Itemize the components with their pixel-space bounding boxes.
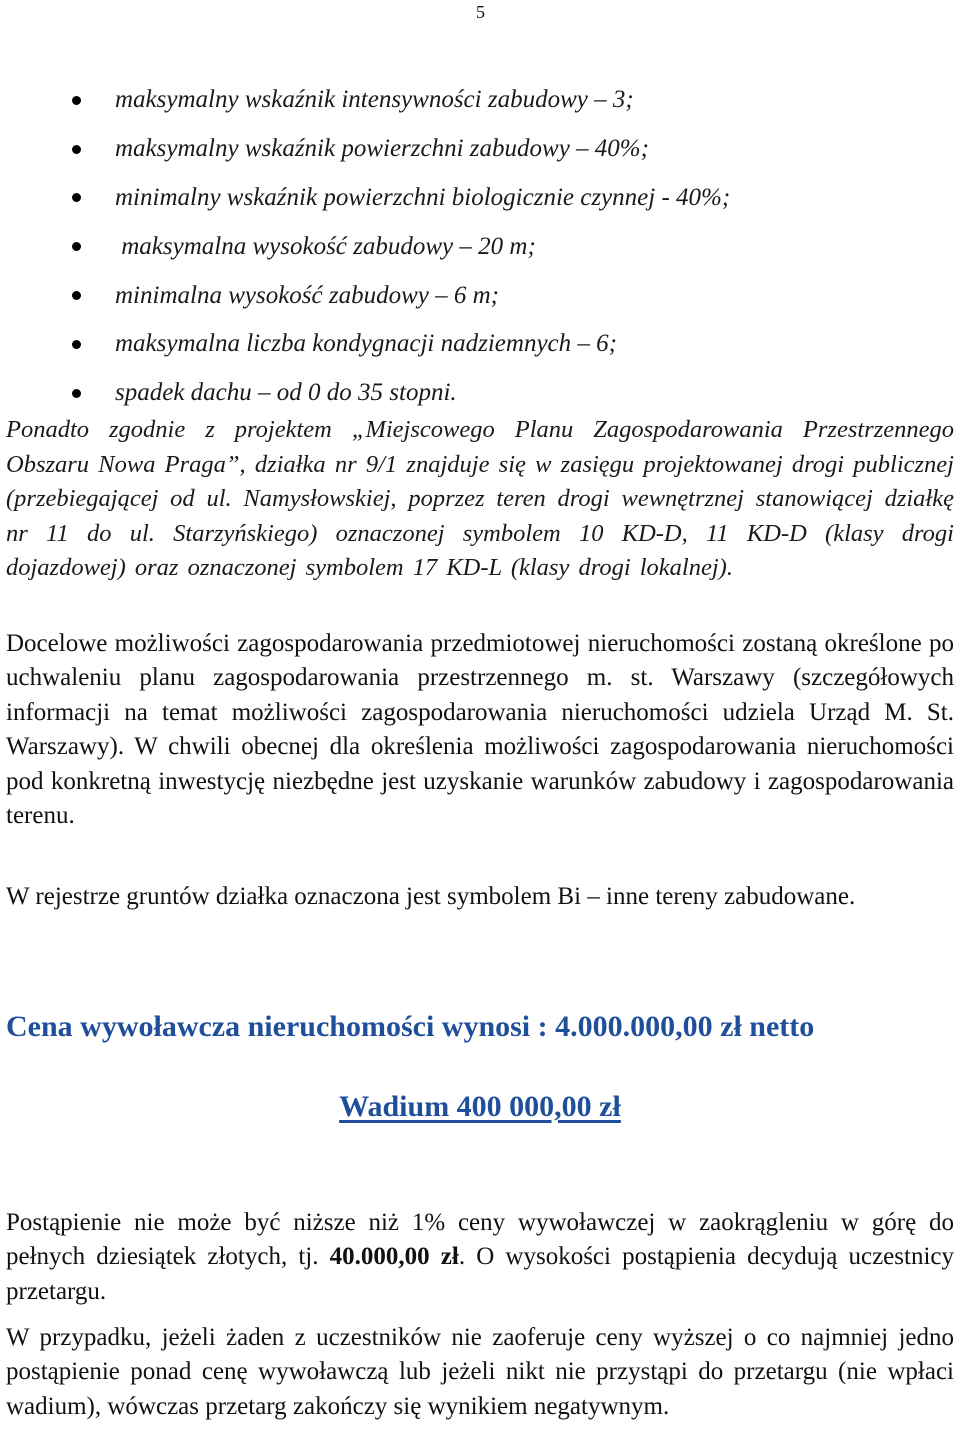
bid-increment-text: Postąpienie nie może być niższe niż 1% ceny wywoławczej w zaokrągleniu w górę do pełnych dziesiątek złotych, tj. — [6, 1209, 954, 1271]
list-item — [66, 271, 730, 320]
bullet-icon — [72, 291, 81, 300]
parameter-list — [66, 76, 730, 418]
bullet-icon — [72, 389, 81, 398]
list-item — [66, 369, 730, 418]
bullet-icon — [72, 193, 81, 202]
list-item-text: maksymalna liczba kondygnacji nadziemnych – 6; — [115, 330, 617, 358]
list-item-text: maksymalny wskaźnik intensywności zabudowy – 3; — [115, 86, 634, 114]
deposit-heading-container — [0, 1090, 960, 1124]
list-item — [66, 320, 730, 369]
bid-increment-text-end: . O wysokości postąpienia decydują uczestnicy przetargu. — [6, 1243, 954, 1305]
bullet-icon — [72, 96, 81, 105]
deposit-heading: Wadium 400 000,00 zł — [339, 1090, 621, 1123]
list-item-text: spadek dachu – od 0 do 35 stopni. — [115, 379, 457, 407]
list-item-text: minimalny wskaźnik powierzchni biologicznie czynnej - 40%; — [115, 183, 731, 211]
bullet-icon — [72, 340, 81, 349]
development-paragraph: Docelowe możliwości zagospodarowania przedmiotowej nieruchomości zostaną określone po uchwaleniu planu zagospodarowania przestrzennego m. st. Warszawy (szczegółowych informacji na temat możliwości zagospodarowania nieruchomości udziela Urząd M. St. Warszawy). W chwili obecnej dla określenia możliwości zagospodarowania nieruchomości pod konkretną inwestycję niezbędne jest uzyskanie warunków zabudowy i zagospodarowania terenu. — [6, 630, 954, 830]
bullet-icon — [72, 242, 81, 251]
page-number: 5 — [476, 2, 485, 22]
list-item-text: minimalna wysokość zabudowy – 6 m; — [115, 281, 499, 309]
plan-paragraph: Ponadto zgodnie z projektem „Miejscowego Planu Zagospodarowania Przestrzennego Obszaru Nowa Praga”, działka nr 9/1 znajduje się w zasięgu projektowanej drogi publicznej (przebiegającej od ul. Namysłowskiej, poprzez teren drogi wewnętrznej stanowiącej działkę nr 11 do ul. Starzyńskiego) oznaczonej symbolem 10 KD-D, 11 KD-D (klasy drogi dojazdowej) oraz oznaczonej symbolem 17 KD-L (klasy drogi lokalnej). — [6, 416, 954, 582]
list-item — [66, 222, 730, 271]
list-item-text: maksymalny wskaźnik powierzchni zabudowy – 40%; — [115, 135, 649, 163]
list-item — [66, 125, 730, 174]
list-item — [66, 76, 730, 125]
land-register-paragraph: W rejestrze gruntów działka oznaczona jest symbolem Bi – inne tereny zabudowane. — [6, 883, 856, 910]
bid-increment-amount: 40.000,00 zł — [329, 1243, 459, 1271]
bid-increment-paragraph — [6, 1206, 954, 1309]
negative-result-paragraph: W przypadku, jeżeli żaden z uczestników nie zaoferuje ceny wyższej o co najmniej jedno postąpienie ponad cenę wywoławczą lub jeżeli nikt nie przystąpi do przetargu (nie wpłaci wadium), wówczas przetarg zakończy się wynikiem negatywnym. — [6, 1324, 954, 1420]
starting-price-heading: Cena wywoławcza nieruchomości wynosi : 4.000.000,00 zł netto — [6, 1010, 815, 1043]
bullet-icon — [72, 145, 81, 154]
list-item-text: maksymalna wysokość zabudowy – 20 m; — [115, 232, 536, 260]
list-item — [66, 174, 730, 223]
